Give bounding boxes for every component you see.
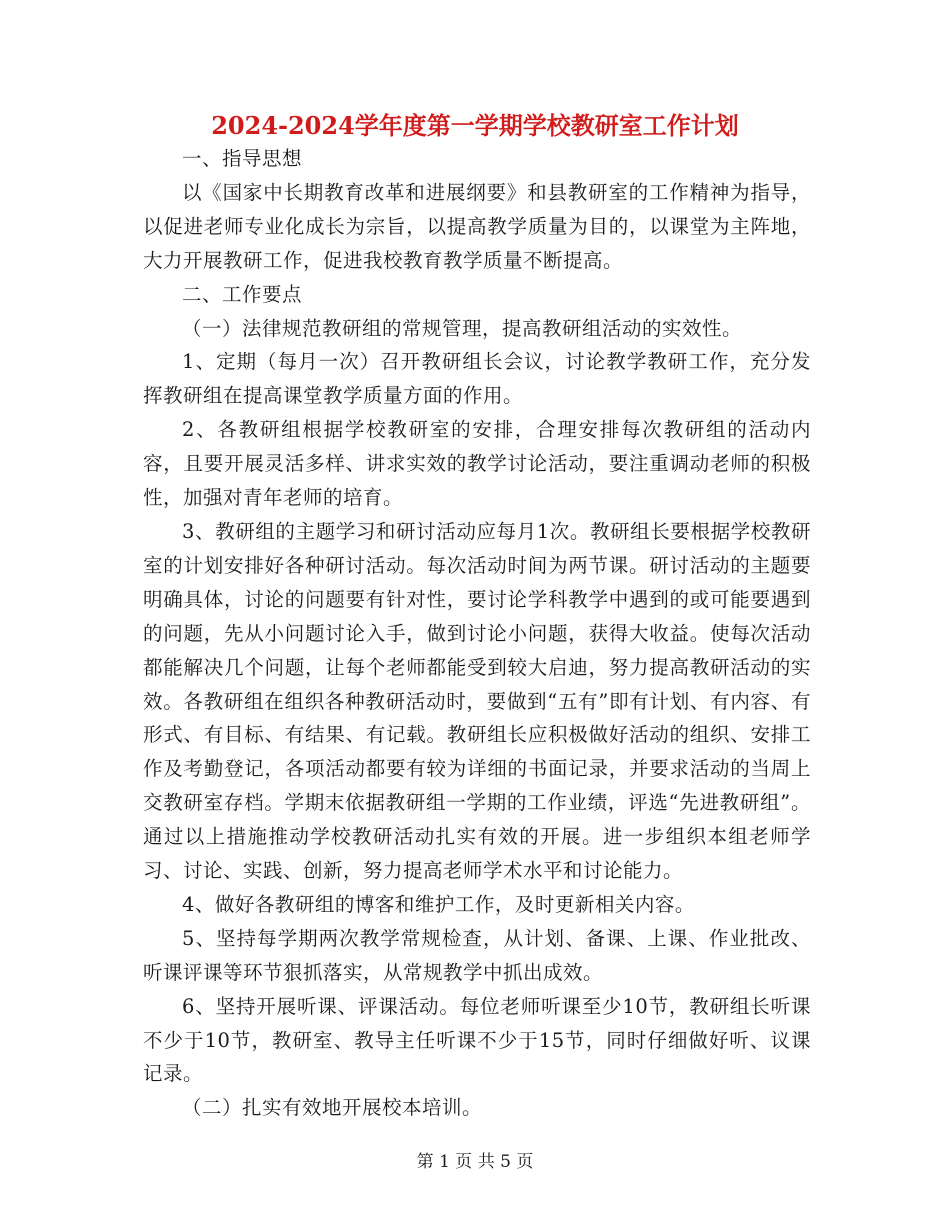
subsection-heading-2: （二）扎实有效地开展校本培训。 bbox=[182, 1096, 483, 1120]
section-heading-guiding-thought: 一、指导思想 bbox=[182, 147, 303, 170]
page-footer: 第 1 页 共 5 页 bbox=[416, 1152, 534, 1172]
section-heading-work-points: 二、工作要点 bbox=[182, 282, 303, 306]
document-body bbox=[143, 142, 811, 1125]
subsection-heading-1: （一）法律规范教研组的常规管理，提高教研组活动的实效性。 bbox=[182, 316, 743, 340]
list-item-5: 5、坚持每学期两次教学常规检查，从计划、备课、上课、作业批改、听课评课等环节狠抓落实，从常规教学中抓出成效。 bbox=[143, 926, 811, 984]
paragraph-guiding-thought: 以《国家中长期教育改革和进展纲要》和县教研室的工作精神为指导，以促进老师专业化成长为宗旨，以提高教学质量为目的，以课堂为主阵地，大力开展教研工作，促进我校教育教学质量不断提高。 bbox=[143, 180, 811, 272]
list-item-1: 1、定期（每月一次）召开教研组长会议，讨论教学教研工作，充分发挥教研组在提高课堂教学质量方面的作用。 bbox=[143, 350, 811, 408]
list-item-2: 2、各教研组根据学校教研室的安排，合理安排每次教研组的活动内容，且要开展灵活多样、讲求实效的教学讨论活动，要注重调动老师的积极性，加强对青年老师的培育。 bbox=[143, 418, 811, 510]
list-item-4: 4、做好各教研组的博客和维护工作，及时更新相关内容。 bbox=[182, 892, 695, 916]
list-item-3: 3、教研组的主题学习和研讨活动应每月1次。教研组长要根据学校教研室的计划安排好各种研讨活动。每次活动时间为两节课。研讨活动的主题要明确具体，讨论的问题要有针对性，要讨论学科教学中遇到的或可能要遇到的问题，先从小问题讨论入手，做到讨论小问题，获得大收益。使每次活动都能解决几个问题，让每个老师都能受到较大启迪，努力提高教研活动的实效。各教研组在组织各种教研活动时，要做到“五有”即有计划、有内容、有形式、有目标、有结果、有记载。教研组长应积极做好活动的组织、安排工作及考勤登记，各项活动都要有较为详细的书面记录，并要求活动的当周上交教研室存档。学期末依据教研组一学期的工作业绩，评选“先进教研组”。通过以上措施推动学校教研活动扎实有效的开展。进一步组织本组老师学习、讨论、实践、创新，努力提高老师学术水平和讨论能力。 bbox=[143, 519, 811, 883]
list-item-6: 6、坚持开展听课、评课活动。每位老师听课至少10节，教研组长听课不少于10节，教研室、教导主任听课不少于15节，同时仔细做好听、议课记录。 bbox=[143, 994, 811, 1086]
document-title: 2024-2024学年度第一学期学校教研室工作计划 bbox=[211, 111, 739, 140]
